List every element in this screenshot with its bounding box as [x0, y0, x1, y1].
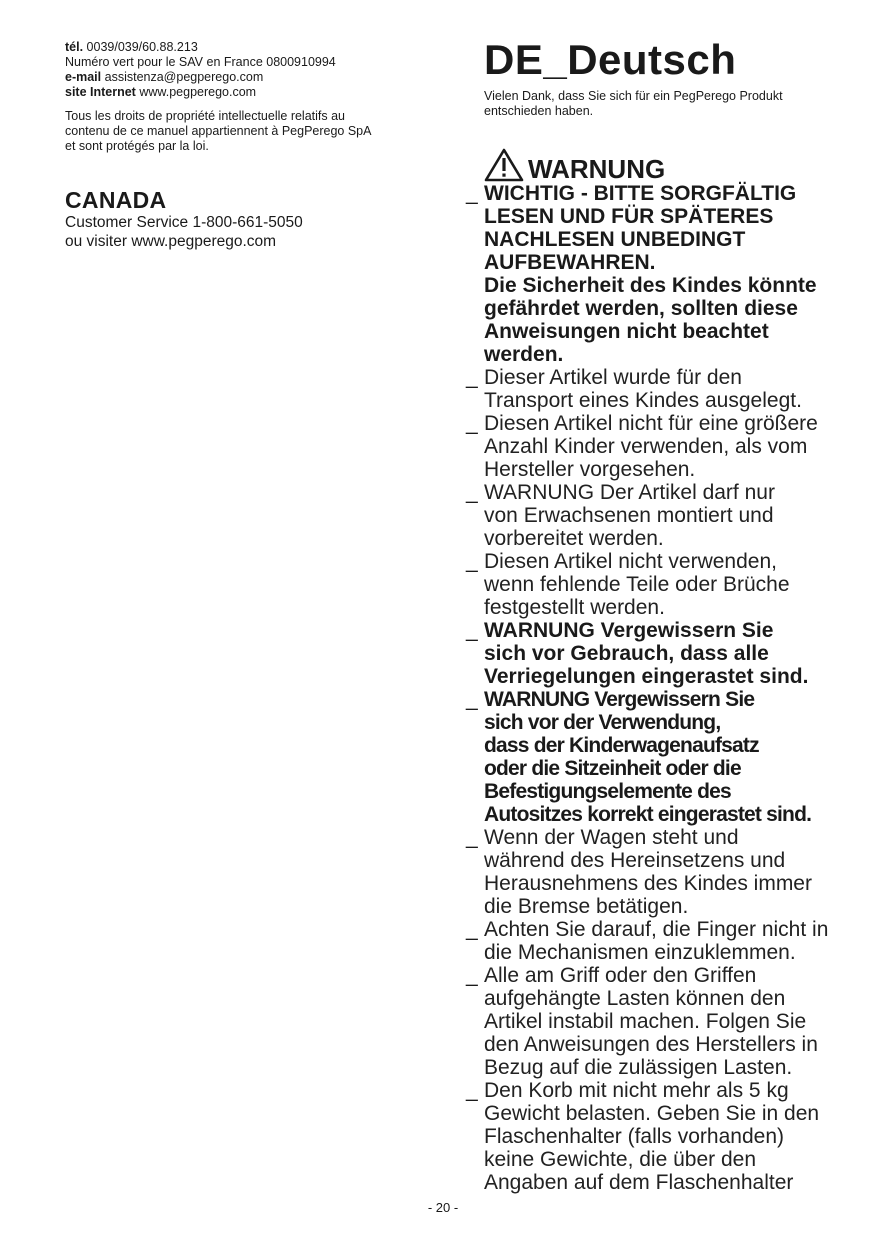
warning-line: Artikel instabil machen. Folgen Sie	[484, 1010, 807, 1033]
section-title: DE_Deutsch	[484, 36, 737, 83]
warning-text	[484, 964, 846, 1079]
german-section	[466, 36, 866, 1194]
phone-label: tél.	[65, 40, 84, 54]
warning-line: Flaschenhalter (falls vorhanden)	[484, 1125, 784, 1148]
warning-line: Achten Sie darauf, die Finger nicht in	[484, 918, 829, 941]
warning-text	[484, 619, 846, 688]
warning-text	[484, 182, 846, 366]
warning-line: AUFBEWAHREN.	[484, 251, 656, 274]
warning-line: Anweisungen nicht beachtet	[484, 320, 769, 343]
warning-line: oder die Sitzeinheit oder die	[484, 757, 741, 780]
warning-line: Angaben auf dem Flaschenhalter	[484, 1171, 794, 1194]
warning-text	[484, 826, 846, 918]
warning-text	[484, 918, 846, 964]
thanks-line: entschieden haben.	[484, 104, 594, 118]
website-label: site Internet	[65, 85, 136, 99]
warning-line: Diesen Artikel nicht verwenden,	[484, 550, 777, 573]
warning-heading	[484, 148, 866, 182]
warning-line: während des Hereinsetzens und	[484, 849, 786, 872]
dash-bullet: _	[466, 619, 478, 642]
warning-text	[484, 412, 846, 481]
warning-line: Bezug auf die zulässigen Lasten.	[484, 1056, 793, 1079]
warning-title: WARNUNG	[528, 154, 666, 184]
contact-section	[65, 40, 445, 251]
warning-text	[484, 550, 846, 619]
rights-line: Tous les droits de propriété intellectuelle relatifs au	[65, 109, 346, 123]
warning-line: WARNUNG Vergewissern Sie	[484, 688, 755, 711]
warning-line: gefährdet werden, sollten diese	[484, 297, 798, 320]
warning-item	[466, 182, 866, 366]
canada-heading: CANADA	[65, 187, 167, 213]
canada-website-line: ou visiter www.pegperego.com	[65, 233, 277, 250]
warning-line: aufgehängte Lasten können den	[484, 987, 786, 1010]
warning-item	[466, 826, 866, 918]
canada-service-line: Customer Service 1-800-661-5050	[65, 214, 303, 231]
warning-line: WICHTIG - BITTE SORGFÄLTIG	[484, 182, 797, 205]
warning-line: dass der Kinderwagenaufsatz	[484, 734, 759, 757]
warning-line: von Erwachsenen montiert und	[484, 504, 774, 527]
dash-bullet: _	[466, 918, 478, 941]
email-label: e-mail	[65, 70, 102, 84]
warning-line: Dieser Artikel wurde für den	[484, 366, 742, 389]
warning-line: Den Korb mit nicht mehr als 5 kg	[484, 1079, 789, 1102]
email-line	[65, 70, 445, 85]
warning-line: die Bremse betätigen.	[484, 895, 689, 918]
dash-bullet: _	[466, 481, 478, 504]
warning-line: Herausnehmens des Kindes immer	[484, 872, 812, 895]
warning-list	[466, 182, 866, 1194]
thanks-text	[484, 89, 844, 119]
warning-line: LESEN UND FÜR SPÄTERES	[484, 205, 774, 228]
warning-text	[484, 688, 846, 826]
rights-line: contenu de ce manuel appartiennent à PegPerego SpA	[65, 124, 372, 138]
warning-line: WARNUNG Der Artikel darf nur	[484, 481, 775, 504]
warning-line: Wenn der Wagen steht und	[484, 826, 739, 849]
warning-line: sich vor der Verwendung,	[484, 711, 721, 734]
warning-item	[466, 918, 866, 964]
warning-line: NACHLESEN UNBEDINGT	[484, 228, 746, 251]
warning-line: Diesen Artikel nicht für eine größere	[484, 412, 818, 435]
warning-line: keine Gewichte, die über den	[484, 1148, 757, 1171]
warning-line: Hersteller vorgesehen.	[484, 458, 696, 481]
email-value: assistenza@pegperego.com	[104, 70, 264, 84]
rights-line: et sont protégés par la loi.	[65, 139, 209, 153]
dash-bullet: _	[466, 1079, 478, 1102]
warning-line: festgestellt werden.	[484, 596, 665, 619]
warning-text	[484, 1079, 846, 1194]
warning-line: werden.	[484, 343, 564, 366]
warning-line: wenn fehlende Teile oder Brüche	[484, 573, 790, 596]
warning-line: Anzahl Kinder verwenden, als vom	[484, 435, 808, 458]
warning-line: Gewicht belasten. Geben Sie in den	[484, 1102, 820, 1125]
warning-item	[466, 964, 866, 1079]
rights-notice	[65, 109, 445, 154]
phone-line	[65, 40, 445, 55]
warning-line: Autositzes korrekt eingerastet sind.	[484, 803, 812, 826]
warning-item	[466, 366, 866, 412]
website-value: www.pegperego.com	[139, 85, 257, 99]
warning-line: Verriegelungen eingerastet sind.	[484, 665, 809, 688]
warning-line: Befestigungselemente des	[484, 780, 731, 803]
dash-bullet: _	[466, 366, 478, 389]
dash-bullet: _	[466, 688, 478, 711]
warning-item	[466, 1079, 866, 1194]
warning-item	[466, 412, 866, 481]
warning-item	[466, 688, 866, 826]
warning-item	[466, 550, 866, 619]
warning-item	[466, 619, 866, 688]
sav-line: Numéro vert pour le SAV en France 0800910994	[65, 55, 336, 69]
warning-text	[484, 366, 846, 412]
dash-bullet: _	[466, 550, 478, 573]
dash-bullet: _	[466, 826, 478, 849]
warning-line: Transport eines Kindes ausgelegt.	[484, 389, 802, 412]
warning-line: Alle am Griff oder den Griffen	[484, 964, 757, 987]
warning-line: sich vor Gebrauch, dass alle	[484, 642, 769, 665]
dash-bullet: _	[466, 412, 478, 435]
page-number: - 20 -	[427, 1200, 459, 1215]
warning-line: die Mechanismen einzuklemmen.	[484, 941, 796, 964]
website-line	[65, 85, 445, 100]
warning-line: WARNUNG Vergewissern Sie	[484, 619, 774, 642]
dash-bullet: _	[466, 964, 478, 987]
warning-line: vorbereitet werden.	[484, 527, 664, 550]
warning-line: Die Sicherheit des Kindes könnte	[484, 274, 817, 297]
dash-bullet: _	[466, 182, 478, 205]
warning-line: den Anweisungen des Herstellers in	[484, 1033, 818, 1056]
warning-item	[466, 481, 866, 550]
warning-text	[484, 481, 846, 550]
warning-triangle-icon	[484, 148, 524, 182]
thanks-line: Vielen Dank, dass Sie sich für ein PegPerego Produkt	[484, 89, 783, 103]
phone-value: 0039/039/60.88.213	[86, 40, 198, 54]
